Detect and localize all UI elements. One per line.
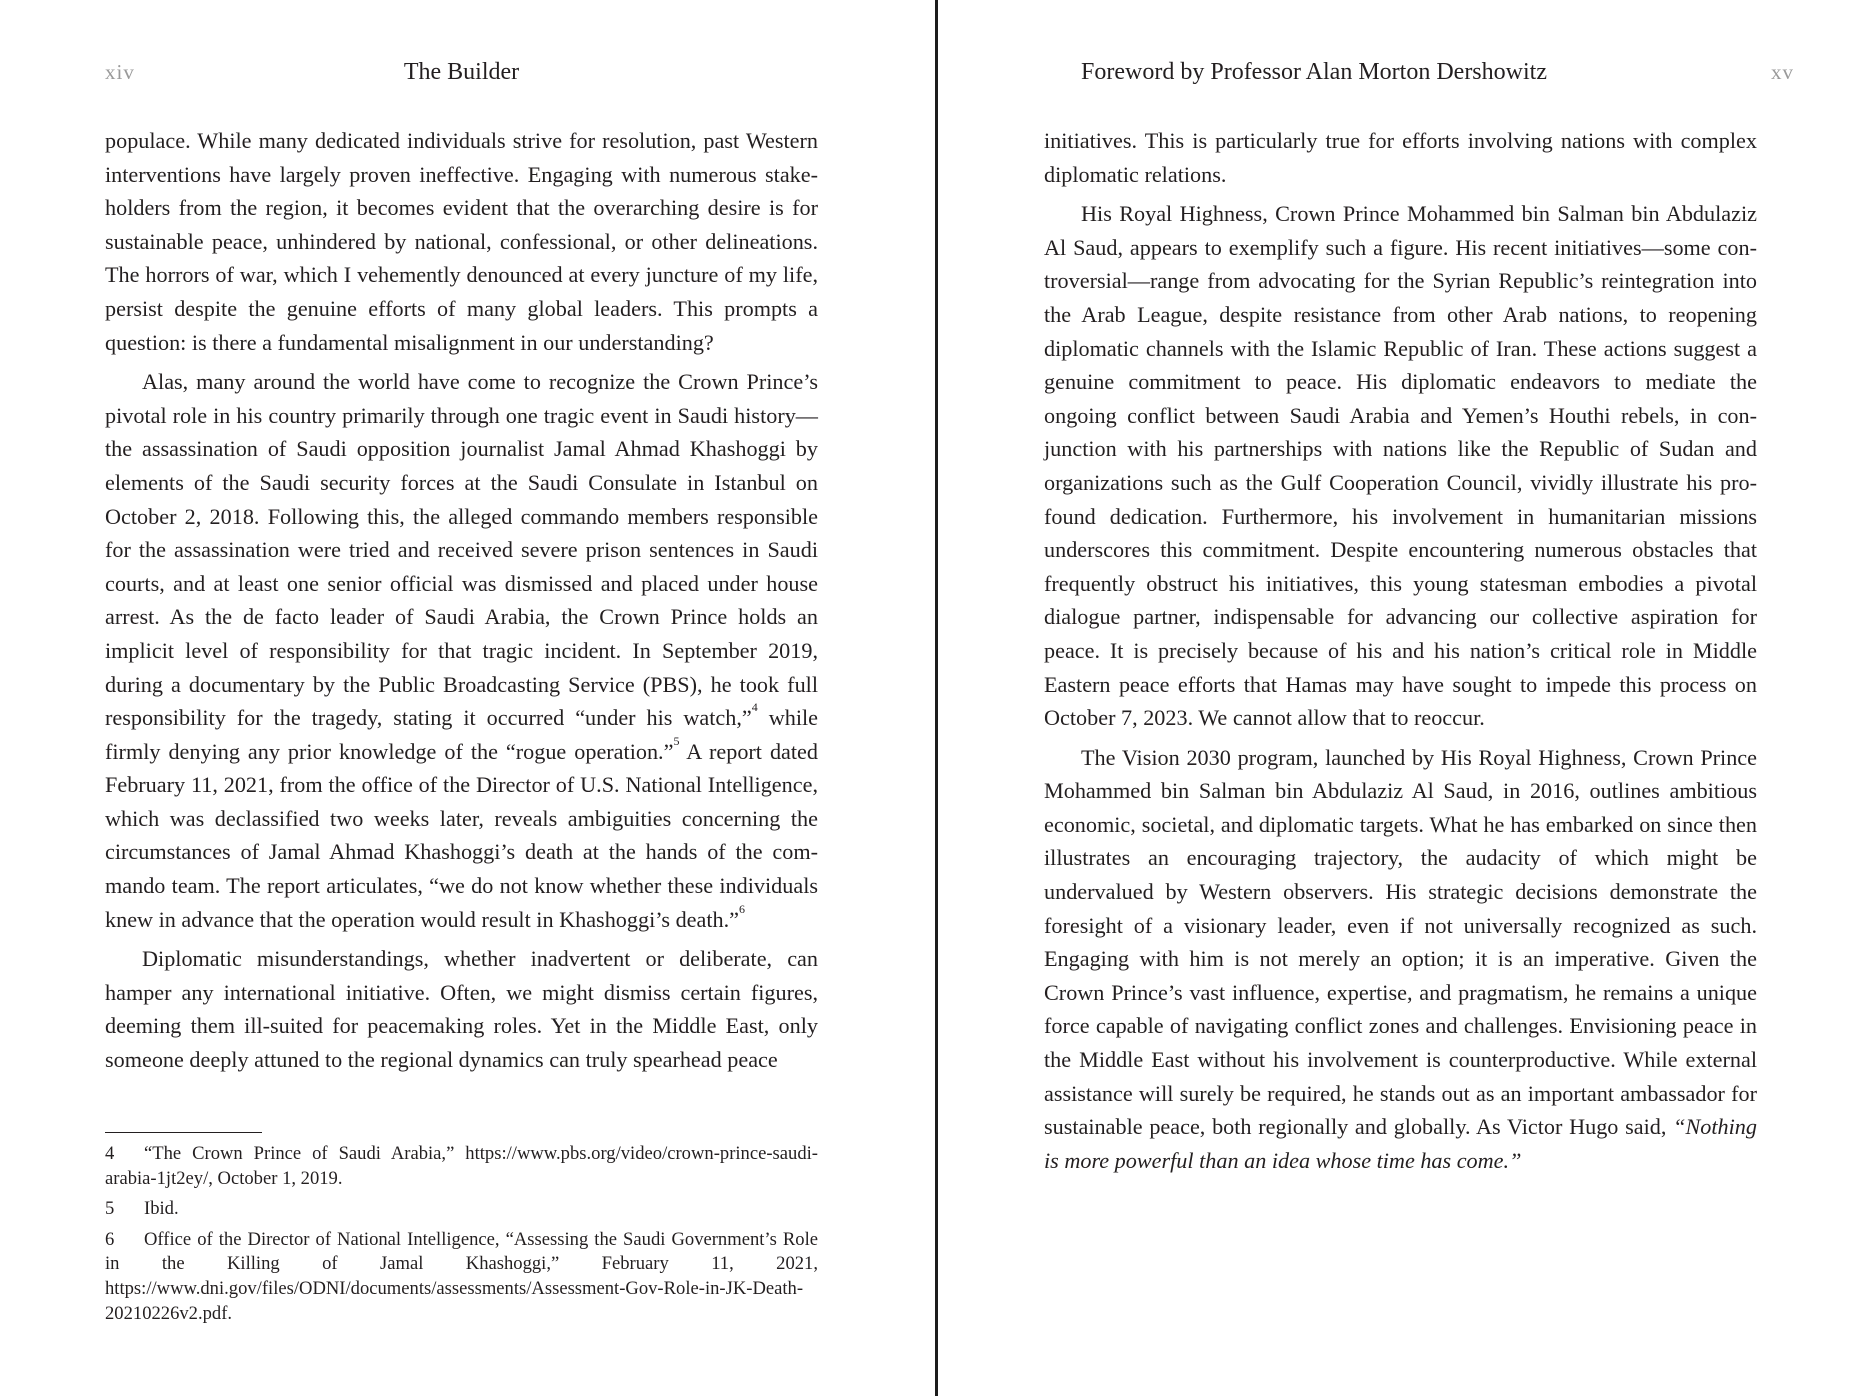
footnote-text: “The Crown Prince of Saudi Arabia,” https://www.pbs.org/video/crown-prince-saudi-arabia-1jt2ey/, October 1, 2019. [105,1143,818,1189]
footnote [105,1142,818,1191]
right-page [938,0,1862,1396]
text-run: populace. While many dedicated individuals strive for resolution, past Western interventions have largely proven ineffective. Engaging with numerous stakeholders from the region, it becomes evident that the overarching desire is for sustainable peace, unhindered by national, confessional, or other delineations. The horrors of war, which I vehemently denounced at every juncture of my life, persist despite the genuine efforts of many global leaders. This prompts a question: is there a fundamental misalignment in our understanding? [105,128,818,355]
footnote-ref: 5 [673,733,680,748]
paragraph [105,942,818,1076]
text-run: A report dated February 11, 2021, from the office of the Director of U.S. National Intelligence, which was declassified two weeks later, reveals ambiguities concerning the circumstances of Jamal Ahmad Khashoggi’s death at the hands of the commando team. The report articulates, “we do not know whether these individuals knew in advance that the operation would result in Khashoggi’s death.” [105,738,818,932]
text-run: initiatives. This is particularly true for efforts involving nations with complex diplomatic relations. [1044,128,1757,187]
quotation: “Nothing is more powerful than an idea whose time has come.” [1044,1114,1757,1173]
footnote-ref: 6 [739,901,746,916]
text-run: while firmly denying any prior knowledge of the “rogue operation.” [105,705,818,764]
paragraph [1044,197,1757,735]
footnote [105,1197,818,1222]
body-text [105,124,818,1077]
text-run: The Vision 2030 program, launched by His Royal Highness, Crown Prince Mohammed bin Salman bin Abdulaziz Al Saud, in 2016, outlines ambitious economic, societal, and diplomatic targets. What he has embarked on since then illustrates an encouraging trajectory, the audacity of which might be undervalued by Western observers. His strategic decisions demonstrate the foresight of a visionary leader, even if not universally recognized as such. Engaging with him is not merely an option; it is an imperative. Given the Crown Prince’s vast influence, expertise, and pragmatism, he remains a unique force capable of navigating conflict zones and challenges. Envisioning peace in the Middle East without his involvement is counterproductive. While external assistance will surely be required, he stands out as an important ambassador for sustainable peace, both regionally and globally. As Victor Hugo said, [1044,744,1757,1140]
running-head: Foreword by Professor Alan Morton Dershowitz [1081,59,1547,85]
page-number: xv [1771,60,1794,84]
text-run: His Royal Highness, Crown Prince Mohammed bin Salman bin Abdulaziz Al Saud, appears to exemplify such a figure. His recent initiatives—some controversial—range from advocating for the Syrian Republic’s reintegration into the Arab League, despite resistance from other Arab nations, to reopening diplomatic channels with the Islamic Republic of Iran. These actions suggest a genuine commitment to peace. His diplomatic endeavors to mediate the ongoing conflict between Saudi Arabia and Yemen’s Houthi rebels, in conjunction with his partnerships with nations like the Republic of Sudan and organizations such as the Gulf Cooperation Council, vividly illustrate his profound dedication. Furthermore, his involvement in humanitarian missions underscores this commitment. Despite encountering numerous obstacles that frequently obstruct his initiatives, this young statesman embodies a pivotal dialogue partner, indispensable for advancing our collective aspiration for peace. It is precisely because of his and his nation’s critical role in Middle Eastern peace efforts that Hamas may have sought to impede this process on October 7, 2023. We cannot allow that to reoccur. [1044,201,1757,731]
paragraph [1044,741,1757,1178]
text-run: Alas, many around the world have come to recognize the Crown Prince’s pivotal role in his country primarily through one tragic event in Saudi history—the assassination of Saudi opposition journalist Jamal Ahmad Khashoggi by elements of the Saudi security forces at the Saudi Consulate in Istanbul on October 2, 2018. Following this, the alleged commando members responsible for the assassination were tried and received severe prison sentences in Saudi courts, and at least one senior official was dismissed and placed under house arrest. As the de facto leader of Saudi Arabia, the Crown Prince holds an implicit level of responsibility for that tragic incident. In September 2019, during a documentary by the Public Broadcasting Service (PBS), he took full responsibility for the tragedy, stating it occurred “under his watch,” [105,369,818,731]
page-number: xiv [105,60,135,84]
footnote-number: 5 [105,1198,115,1220]
body-text [1044,124,1757,1177]
paragraph [105,124,818,359]
paragraph [105,365,818,936]
footnote-text: Ibid. [144,1198,179,1220]
footnote [105,1228,818,1326]
footnote-rule [105,1132,262,1133]
footnote-ref: 4 [751,700,758,715]
footnote-number: 4 [105,1143,115,1164]
footnotes [105,1142,818,1332]
text-run: Diplomatic misunderstandings, whether inadvertent or deliberate, can hamper any international initiative. Often, we might dismiss certain figures, deeming them ill-suited for peacemaking roles. Yet in the Middle East, only someone deeply attuned to the regional dynamics can truly spearhead peace [105,946,818,1073]
footnote-text: Office of the Director of National Intelligence, “Assessing the Saudi Government’s Role in the Killing of Jamal Khashoggi,” February 11, 2021, https://www.dni.gov/files/ODNI/documents/assessments/Assessment-Gov-Role-in-JK-Death-20210226v2.pdf. [105,1228,818,1324]
footnote-number: 6 [105,1228,115,1250]
paragraph [1044,124,1757,191]
running-head: The Builder [403,59,520,85]
